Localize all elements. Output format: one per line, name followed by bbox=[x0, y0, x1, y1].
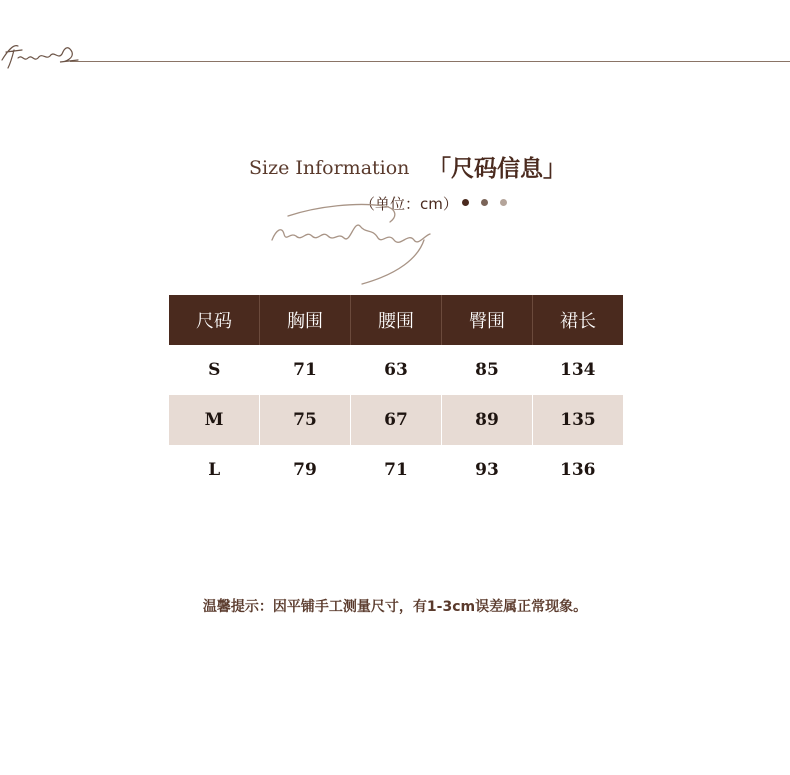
cell-hip: 85 bbox=[475, 360, 499, 380]
cell-bust: 71 bbox=[293, 360, 317, 380]
cell-hip: 89 bbox=[442, 395, 533, 445]
cell-size: M bbox=[169, 395, 260, 445]
cell-skirt-length: 136 bbox=[560, 460, 596, 480]
size-table bbox=[169, 295, 623, 495]
table-header-row bbox=[169, 295, 623, 345]
header-waist: 腰围 bbox=[351, 295, 442, 345]
decorative-dots bbox=[462, 199, 507, 206]
table-row bbox=[169, 395, 623, 445]
cell-bust: 75 bbox=[260, 395, 351, 445]
cell-waist: 67 bbox=[351, 395, 442, 445]
measurement-note: 温馨提示：因平铺手工测量尺寸，有1-3cm误差属正常现象。 bbox=[202, 599, 588, 615]
title-english: Size Information bbox=[249, 157, 410, 179]
table-row bbox=[169, 345, 623, 395]
dot-medium bbox=[481, 199, 488, 206]
header-hip: 臀围 bbox=[442, 295, 533, 345]
header-skirt-length: 裙长 bbox=[533, 295, 624, 345]
title-chinese: 「尺码信息」 bbox=[428, 156, 566, 182]
cell-size: S bbox=[208, 360, 221, 380]
cell-bust: 79 bbox=[293, 460, 317, 480]
table-row bbox=[169, 445, 623, 495]
signature-decoration-top bbox=[0, 38, 80, 74]
header-size: 尺码 bbox=[169, 295, 260, 345]
header-bust: 胸围 bbox=[260, 295, 351, 345]
signature-decoration-middle bbox=[268, 196, 438, 288]
cell-skirt-length: 135 bbox=[533, 395, 624, 445]
top-divider-line bbox=[70, 61, 790, 62]
cell-skirt-length: 134 bbox=[560, 360, 596, 380]
dot-dark bbox=[462, 199, 469, 206]
cell-waist: 71 bbox=[384, 460, 408, 480]
cell-waist: 63 bbox=[384, 360, 408, 380]
cell-hip: 93 bbox=[475, 460, 499, 480]
cell-size: L bbox=[208, 460, 221, 480]
unit-label: （单位：cm） bbox=[360, 195, 458, 213]
dot-light bbox=[500, 199, 507, 206]
